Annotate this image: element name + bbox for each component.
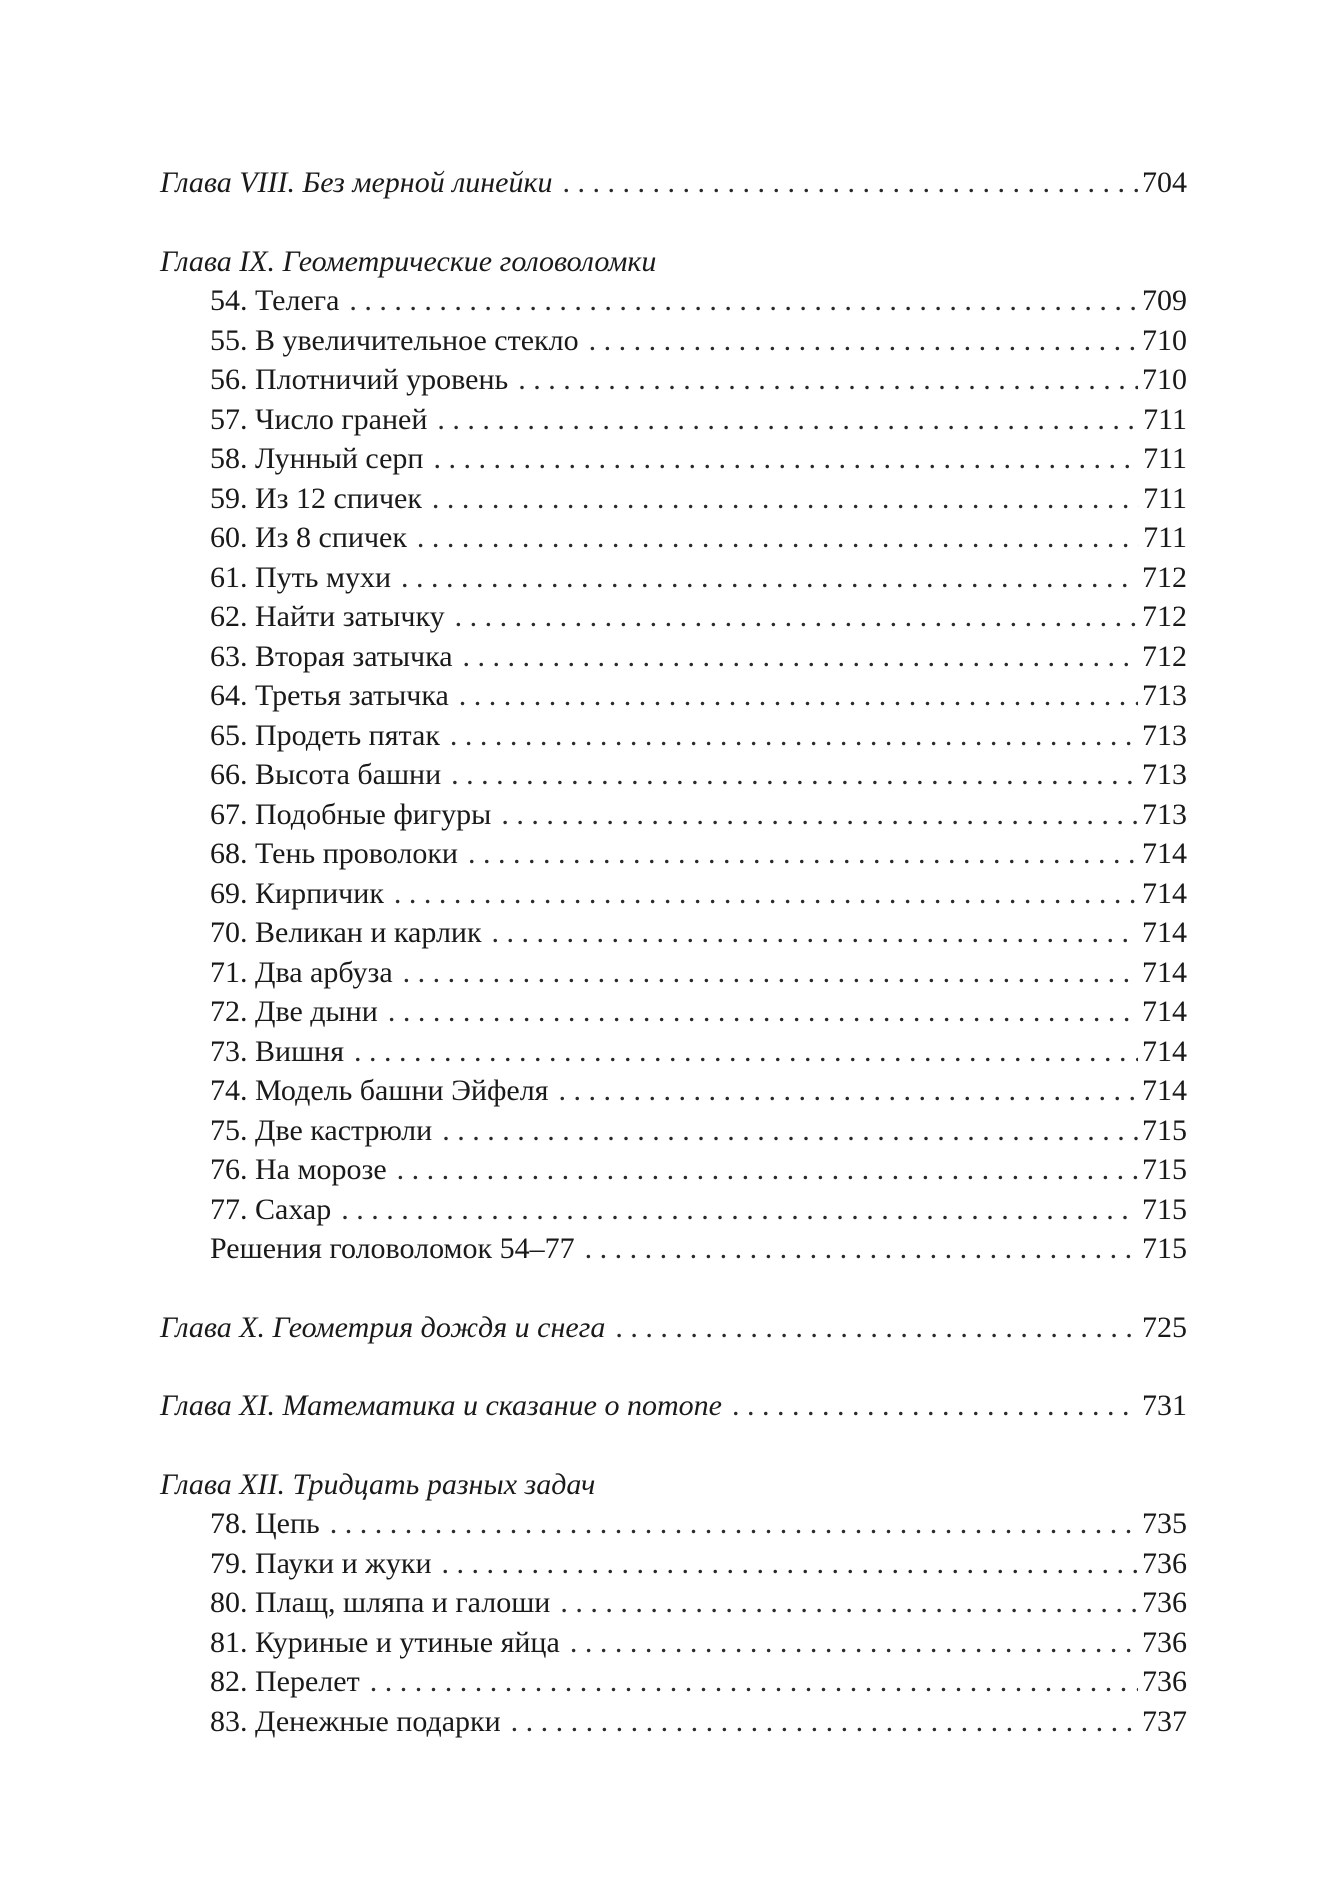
item-title: 78. Цепь <box>210 1507 320 1540</box>
toc-item-entry[interactable] <box>160 1032 1187 1072</box>
dot-leader <box>451 755 1138 795</box>
page-number: 736 <box>1142 1546 1187 1580</box>
toc-item-entry[interactable] <box>160 953 1187 993</box>
item-title: 61. Путь мухи <box>210 560 391 594</box>
toc-item-entry[interactable] <box>160 1504 1187 1544</box>
page-number: 725 <box>1142 1310 1187 1344</box>
item-title: 79. Пауки и жуки <box>210 1546 432 1580</box>
page-number: 714 <box>1142 995 1187 1028</box>
toc-item-entry[interactable] <box>160 1071 1187 1111</box>
page-number: 731 <box>1142 1389 1187 1422</box>
page-number: 715 <box>1142 1232 1187 1265</box>
toc-item-entry[interactable] <box>160 1544 1187 1584</box>
dot-leader <box>330 1504 1138 1544</box>
dot-leader <box>463 637 1138 677</box>
dot-leader <box>401 558 1138 598</box>
toc-chapter-entry[interactable] <box>160 242 1187 282</box>
toc-item-entry[interactable] <box>160 992 1187 1032</box>
page-number: 712 <box>1142 600 1187 633</box>
toc-item-entry[interactable] <box>160 755 1187 795</box>
toc-item-entry[interactable] <box>160 479 1187 519</box>
toc-chapter-entry[interactable] <box>160 1308 1187 1348</box>
dot-leader <box>397 1150 1138 1190</box>
item-title: 83. Денежные подарки <box>210 1704 501 1738</box>
dot-leader <box>511 1702 1138 1742</box>
toc-chapter-entry[interactable] <box>160 1386 1187 1426</box>
item-title: 71. Два арбуза <box>210 955 393 989</box>
page-number: 713 <box>1142 758 1187 791</box>
dot-leader <box>394 874 1138 914</box>
chapter-title: Глава XII. Тридцать разных задач <box>160 1467 596 1501</box>
toc-item-entry[interactable] <box>160 439 1187 479</box>
item-title: 65. Продеть пятак <box>210 718 440 752</box>
item-title: 77. Сахар <box>210 1192 332 1226</box>
page-number: 736 <box>1142 1625 1187 1659</box>
item-title: 63. Вторая затычка <box>210 639 453 673</box>
dot-leader <box>563 163 1138 203</box>
item-title: 82. Перелет <box>210 1665 360 1698</box>
page-number: 714 <box>1142 916 1187 949</box>
toc-item-entry[interactable] <box>160 1662 1187 1702</box>
dot-leader <box>437 400 1139 440</box>
dot-leader <box>370 1662 1138 1702</box>
page-number: 710 <box>1142 323 1187 357</box>
page-number: 713 <box>1142 797 1187 831</box>
page-number: 714 <box>1142 1034 1187 1068</box>
dot-leader <box>518 360 1138 400</box>
dot-leader <box>403 953 1138 993</box>
chapter-title: Глава IX. Геометрические головоломки <box>160 244 657 278</box>
dot-leader <box>558 1071 1138 1111</box>
item-title: 68. Тень проволоки <box>210 837 458 870</box>
toc-item-entry[interactable] <box>160 1623 1187 1663</box>
toc-item-entry[interactable] <box>160 874 1187 914</box>
item-title: 72. Две дыни <box>210 995 378 1028</box>
section-gap <box>160 1426 1187 1465</box>
page-number: 714 <box>1142 837 1187 870</box>
toc-item-entry[interactable] <box>160 360 1187 400</box>
toc-item-entry[interactable] <box>160 1150 1187 1190</box>
page-number: 714 <box>1142 1074 1187 1107</box>
dot-leader <box>388 992 1138 1032</box>
dot-leader <box>442 1544 1139 1584</box>
page-number: 709 <box>1142 284 1187 317</box>
item-title: 81. Куриные и утиные яйца <box>210 1625 560 1659</box>
item-title: 66. Высота башни <box>210 758 442 791</box>
page-number: 715 <box>1142 1192 1187 1226</box>
page-number: 710 <box>1142 363 1187 396</box>
item-title: 64. Третья затычка <box>210 679 449 712</box>
toc-item-entry[interactable] <box>160 558 1187 598</box>
page-number: 713 <box>1142 679 1187 712</box>
page-number: 712 <box>1142 560 1187 594</box>
toc-item-entry[interactable] <box>160 1111 1187 1151</box>
page-number: 737 <box>1142 1704 1187 1738</box>
item-title: 69. Кирпичик <box>210 876 384 910</box>
page-number: 715 <box>1142 1113 1187 1147</box>
page-number: 714 <box>1142 876 1187 910</box>
item-title: 74. Модель башни Эйфеля <box>210 1074 549 1107</box>
item-title: 60. Из 8 спичек <box>210 521 407 554</box>
dot-leader <box>432 479 1139 519</box>
item-title: 80. Плащ, шляпа и галоши <box>210 1586 551 1619</box>
toc-chapter-entry[interactable] <box>160 163 1187 203</box>
toc-item-entry[interactable] <box>160 834 1187 874</box>
dot-leader <box>417 518 1139 558</box>
chapter-title: Глава X. Геометрия дождя и снега <box>160 1310 606 1344</box>
dot-leader <box>589 321 1138 361</box>
item-title: 76. На морозе <box>210 1153 387 1186</box>
toc-item-entry[interactable] <box>160 281 1187 321</box>
page-number: 735 <box>1142 1507 1187 1540</box>
toc-item-entry[interactable] <box>160 716 1187 756</box>
item-title: Решения головоломок 54–77 <box>210 1232 575 1265</box>
item-title: 62. Найти затычку <box>210 600 445 633</box>
dot-leader <box>349 281 1138 321</box>
dot-leader <box>341 1190 1138 1230</box>
toc-item-entry[interactable] <box>160 1702 1187 1742</box>
dot-leader <box>501 795 1138 835</box>
toc-item-entry[interactable] <box>160 676 1187 716</box>
page-number: 711 <box>1143 521 1187 554</box>
dot-leader <box>570 1623 1138 1663</box>
dot-leader <box>732 1386 1138 1426</box>
dot-leader <box>585 1229 1138 1269</box>
dot-leader <box>560 1583 1138 1623</box>
page-number: 713 <box>1142 718 1187 752</box>
item-title: 55. В увеличительное стекло <box>210 323 579 357</box>
toc-item-entry[interactable] <box>160 795 1187 835</box>
section-gap <box>160 1269 1187 1308</box>
dot-leader <box>433 439 1139 479</box>
page-number: 711 <box>1143 402 1187 436</box>
dot-leader <box>492 913 1138 953</box>
toc-item-entry[interactable] <box>160 913 1187 953</box>
toc-chapter-entry[interactable] <box>160 1465 1187 1505</box>
item-title: 75. Две кастрюли <box>210 1113 433 1147</box>
item-title: 67. Подобные фигуры <box>210 797 492 831</box>
toc-item-entry[interactable] <box>160 597 1187 637</box>
dot-leader <box>450 716 1138 756</box>
item-title: 56. Плотничий уровень <box>210 363 509 396</box>
page-number: 736 <box>1142 1586 1187 1619</box>
dot-leader <box>354 1032 1138 1072</box>
dot-leader <box>459 676 1138 716</box>
page-number: 712 <box>1142 639 1187 673</box>
toc-item-entry[interactable] <box>160 1190 1187 1230</box>
dot-leader <box>468 834 1138 874</box>
item-title: 58. Лунный серп <box>210 442 424 475</box>
toc-item-entry[interactable] <box>160 1583 1187 1623</box>
table-of-contents <box>160 163 1187 1741</box>
toc-item-entry[interactable] <box>160 637 1187 677</box>
dot-leader <box>442 1111 1138 1151</box>
section-gap <box>160 1347 1187 1386</box>
chapter-title: Глава VIII. Без мерной линейки <box>160 166 553 199</box>
item-title: 57. Число граней <box>210 402 428 436</box>
page-number: 711 <box>1143 481 1187 515</box>
item-title: 70. Великан и карлик <box>210 916 482 949</box>
toc-item-entry[interactable] <box>160 321 1187 361</box>
section-gap <box>160 203 1187 242</box>
toc-item-entry[interactable] <box>160 400 1187 440</box>
page-number: 704 <box>1142 166 1187 199</box>
toc-item-entry[interactable] <box>160 518 1187 558</box>
item-title: 73. Вишня <box>210 1034 345 1068</box>
item-title: 54. Телега <box>210 284 340 317</box>
page-number: 736 <box>1142 1665 1187 1698</box>
dot-leader <box>615 1308 1138 1348</box>
page-number: 715 <box>1142 1153 1187 1186</box>
page-number: 711 <box>1143 442 1187 475</box>
chapter-title: Глава XI. Математика и сказание о потопе <box>160 1389 722 1422</box>
toc-item-entry[interactable] <box>160 1229 1187 1269</box>
dot-leader <box>455 597 1138 637</box>
page-number: 714 <box>1142 955 1187 989</box>
item-title: 59. Из 12 спичек <box>210 481 422 515</box>
